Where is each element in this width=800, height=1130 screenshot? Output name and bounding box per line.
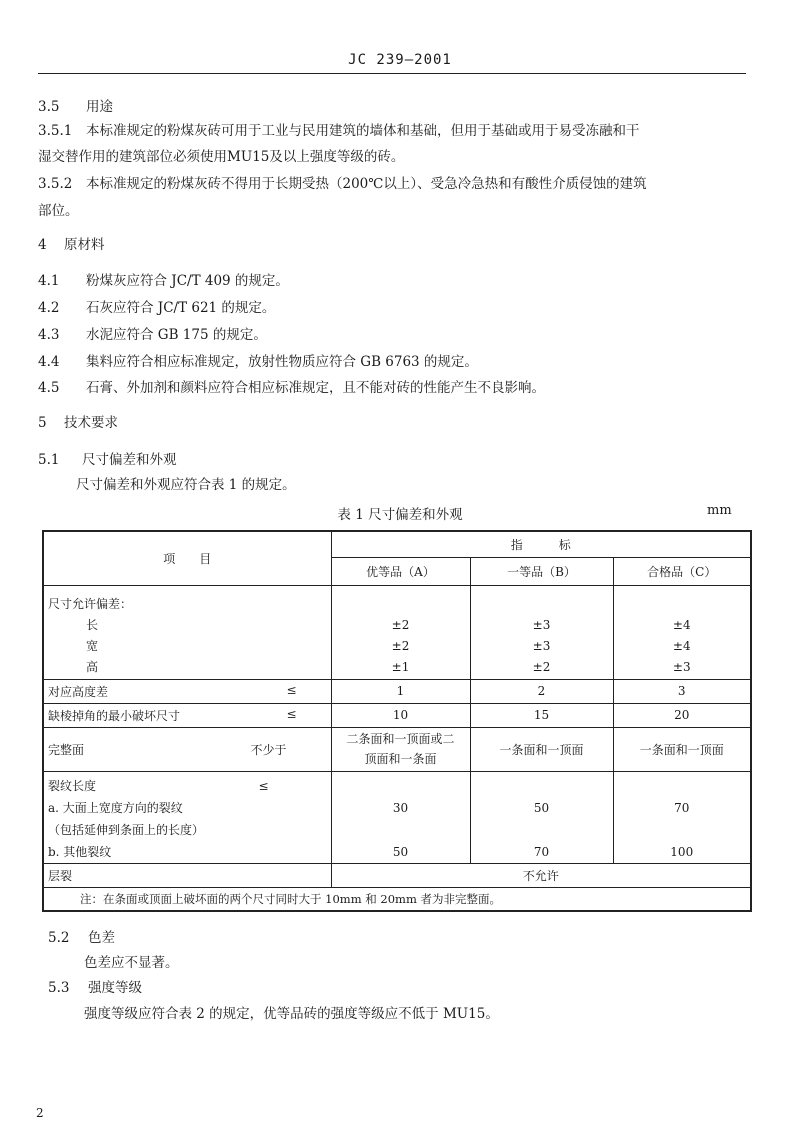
complete-sym: 不少于 <box>250 742 287 757</box>
clause-3-5-2-cont: 部位。 <box>38 203 79 219</box>
corner-c: 20 <box>613 703 751 727</box>
table-unit: mm <box>707 503 732 518</box>
table-row-height-diff <box>43 679 751 703</box>
table-caption: 表 1 尺寸偏差和外观 <box>337 507 463 523</box>
complete-a: 二条面和一顶面或二顶面和一条面 <box>331 727 470 771</box>
val-hei-b: ±2 <box>532 659 551 674</box>
size-length-label: 长 <box>86 617 99 632</box>
table-note: 注：在条面或顶面上破坏面的两个尺寸同时大于 10mm 和 20mm 者为非完整面。 <box>43 887 751 911</box>
clause-4-2: 4.2 石灰应符合 JC/T 621 的规定。 <box>38 300 276 316</box>
val-hei-c: ±3 <box>672 659 691 674</box>
clause-3-5-1-cont: 湿交替作用的建筑部位必须使用MU15及以上强度等级的砖。 <box>38 149 405 165</box>
document-header: JC 239—2001 <box>348 52 452 68</box>
crack-a-val-c: 70 <box>674 800 690 815</box>
clause-4-1: 4.1 粉煤灰应符合 JC/T 409 的规定。 <box>38 273 289 289</box>
crack-b-val-a: 50 <box>392 844 409 859</box>
height-diff-c: 3 <box>613 679 751 703</box>
clause-5-2: 5.2 色差 <box>48 930 115 946</box>
size-width-label: 宽 <box>86 638 99 653</box>
page-number: 2 <box>36 1106 44 1120</box>
clause-5-2-text: 色差应不显著。 <box>84 955 179 971</box>
crack-a-note: （包括延伸到条面上的长度） <box>48 822 205 837</box>
val-wid-b: ±3 <box>532 638 551 653</box>
layer-label: 层裂 <box>43 863 331 887</box>
crack-a-val-b: 50 <box>533 800 550 815</box>
val-wid-c: ±4 <box>672 638 691 653</box>
section-4: 4 原材料 <box>38 237 105 253</box>
val-len-c: ±4 <box>672 617 691 632</box>
height-diff-label: 对应高度差 <box>48 684 109 699</box>
corner-label: 缺棱掉角的最小破坏尺寸 <box>48 708 181 723</box>
val-len-b: ±3 <box>532 617 551 632</box>
section-3-5: 3.5 用途 <box>38 99 113 115</box>
height-diff-b: 2 <box>470 679 613 703</box>
header-rule <box>38 73 746 74</box>
height-diff-sym: ≤ <box>286 682 297 697</box>
clause-5-1: 5.1 尺寸偏差和外观 <box>38 452 177 468</box>
clause-4-4: 4.4 集料应符合相应标准规定，放射性物质应符合 GB 6763 的规定。 <box>38 354 478 370</box>
table-row-corner <box>43 703 751 727</box>
corner-a: 10 <box>331 703 470 727</box>
grade-c: 合格品（C） <box>613 557 751 585</box>
clause-5-3-text: 强度等级应符合表 2 的规定，优等品砖的强度等级应不低于 MU15。 <box>84 1006 499 1022</box>
grade-a: 优等品（A） <box>331 557 470 585</box>
size-label: 尺寸允许偏差： <box>48 596 133 611</box>
val-hei-a: ±1 <box>391 659 410 674</box>
crack-label: 裂纹长度 <box>48 778 97 793</box>
table-row-layer <box>43 863 751 887</box>
corner-sym: ≤ <box>286 706 297 721</box>
corner-b: 15 <box>470 703 613 727</box>
crack-b-val-b: 70 <box>533 844 550 859</box>
clause-5-3: 5.3 强度等级 <box>48 980 142 996</box>
table-row-complete <box>43 727 751 771</box>
section-5: 5 技术要求 <box>38 415 118 431</box>
col-group-header: 指 标 <box>331 531 751 557</box>
complete-label: 完整面 <box>48 742 85 757</box>
complete-b: 一条面和一顶面 <box>470 727 613 771</box>
grade-b: 一等品（B） <box>470 557 613 585</box>
col-item-header: 项 目 <box>43 531 331 585</box>
clause-3-5-2: 3.5.2 本标准规定的粉煤灰砖不得用于长期受热（200℃以上）、受急冷急热和有酸性介质侵蚀的建筑 <box>38 176 647 192</box>
height-diff-a: 1 <box>331 679 470 703</box>
crack-b-val-c: 100 <box>670 844 694 859</box>
size-height-label: 高 <box>86 659 99 674</box>
clause-5-1-text: 尺寸偏差和外观应符合表 1 的规定。 <box>76 477 296 493</box>
crack-a-label: a. 大面上宽度方向的裂纹 <box>48 800 183 815</box>
table-1 <box>42 530 752 912</box>
val-len-a: ±2 <box>391 617 410 632</box>
clause-4-3: 4.3 水泥应符合 GB 175 的规定。 <box>38 327 267 343</box>
crack-sym: ≤ <box>258 778 269 793</box>
val-wid-a: ±2 <box>391 638 410 653</box>
crack-b-label: b. 其他裂纹 <box>48 844 112 859</box>
table-row-size <box>43 585 751 679</box>
table-row-note <box>43 887 751 911</box>
clause-4-5: 4.5 石膏、外加剂和颜料应符合相应标准规定，且不能对砖的性能产生不良影响。 <box>38 380 545 396</box>
clause-3-5-1: 3.5.1 本标准规定的粉煤灰砖可用于工业与民用建筑的墙体和基础，但用于基础或用于易受冻融和干 <box>38 123 640 139</box>
complete-c: 一条面和一顶面 <box>613 727 751 771</box>
layer-value: 不允许 <box>331 863 751 887</box>
crack-a-val-a: 30 <box>392 800 409 815</box>
table-row-crack <box>43 771 751 863</box>
